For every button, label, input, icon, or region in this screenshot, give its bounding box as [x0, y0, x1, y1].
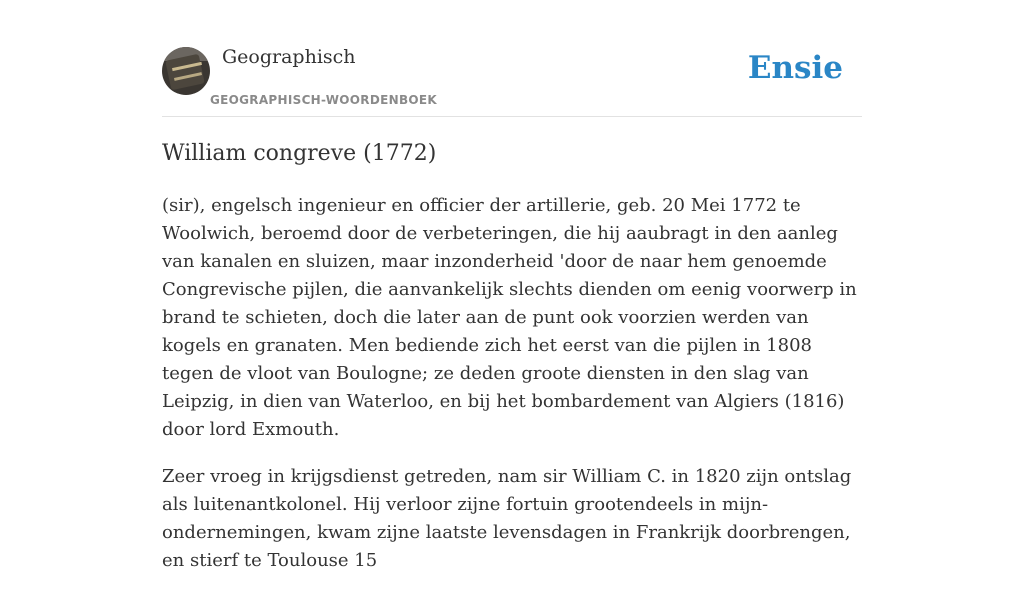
source-subtitle[interactable]: GEOGRAPHISCH-WOORDENBOEK	[210, 93, 437, 107]
source-title[interactable]: Geographisch	[222, 46, 356, 68]
page-container	[162, 0, 862, 571]
article-body	[162, 192, 862, 594]
source-avatar[interactable]	[162, 47, 210, 95]
article-paragraph: Zeer vroeg in krijgsdienst getreden, nam sir William C. in 1820 zijn ontslag als luitenantkolonel. Hij verloor zijne fortuin grootendeels in mijn-ondernemingen, kwam zijne laatste levensdagen in Frankrijk doorbrengen, en stierf te Toulouse 15	[162, 466, 852, 571]
article-title: William congreve (1772)	[162, 141, 437, 166]
source-header	[162, 0, 862, 117]
ensie-logo[interactable]: Ensie	[747, 50, 843, 86]
article-paragraph: (sir), engelsch ingenieur en officier der artillerie, geb. 20 Mei 1772 te Woolwich, beroemd door de verbeteringen, die hij aaubragt in den aanleg van kanalen en sluizen, maar inzonderheid 'door de naar hem genoemde Congrevische pijlen, die aanvankelijk slechts dienden om eenig voorwerp in brand te schieten, doch die later aan de punt ook voorzien werden van kogels en granaten. Men bediende zich het eerst van die pijlen in 1808 tegen de vloot van Boulogne; ze deden groote diensten in den slag van Leipzig, in dien van Waterloo, en bij het bombardement van Algiers (1816) door lord Exmouth.	[162, 195, 857, 440]
